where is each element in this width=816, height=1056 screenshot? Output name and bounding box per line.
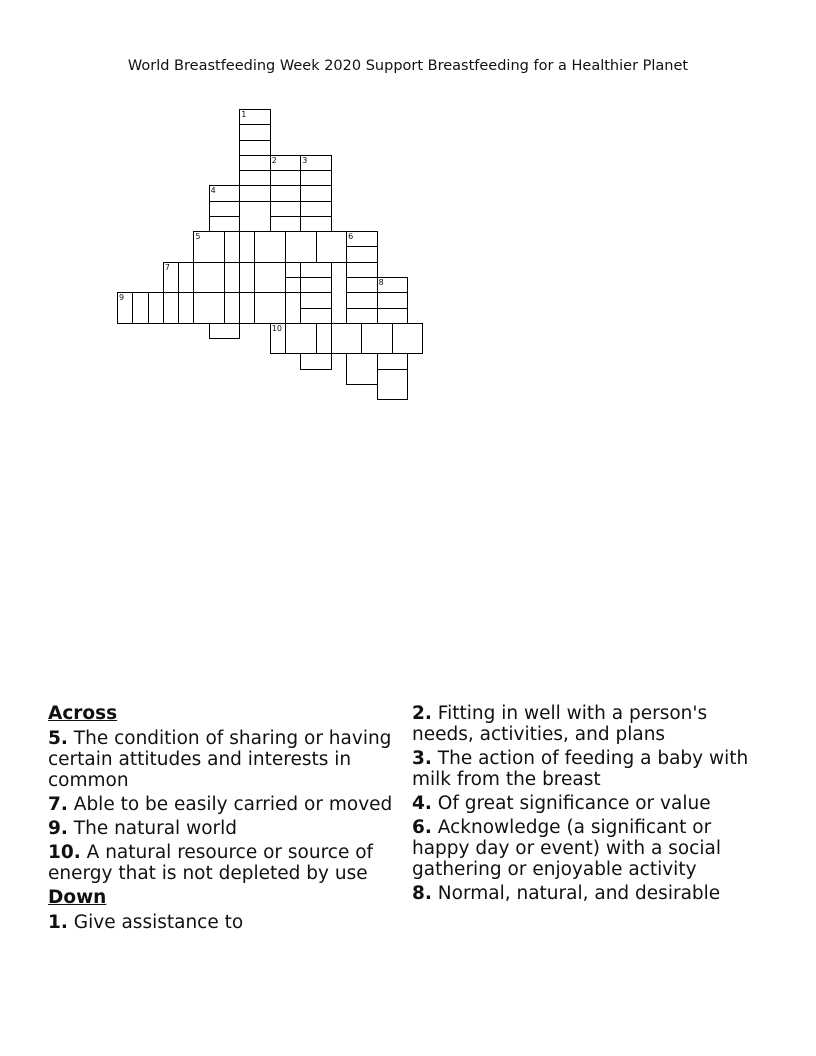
grid-cell[interactable]	[193, 262, 225, 294]
grid-cell[interactable]	[285, 323, 317, 355]
cell-number: 4	[210, 186, 216, 196]
cell-number: 7	[164, 262, 170, 272]
clue-number: 2.	[412, 703, 432, 724]
clue-number: 6.	[412, 817, 432, 838]
clue-number: 4.	[412, 793, 432, 814]
clue-number: 3.	[412, 748, 432, 769]
clue-down-2	[412, 703, 772, 745]
clue-across-9	[48, 818, 398, 839]
clues-left-column	[48, 703, 398, 936]
grid-cell[interactable]	[254, 262, 286, 294]
clue-text: Acknowledge (a significant or happy day or event) with a social gathering or enjoyable activity	[412, 817, 721, 880]
clue-number: 8.	[412, 883, 432, 904]
clue-text: Of great significance or value	[431, 793, 711, 814]
cell-number: 9	[119, 293, 125, 303]
cell-number: 3	[302, 155, 308, 165]
clue-number: 5.	[48, 728, 68, 749]
clue-number: 1.	[48, 912, 68, 933]
clue-down-4	[412, 793, 772, 814]
down-heading: Down	[48, 887, 107, 908]
clue-text: The condition of sharing or having certain attitudes and interests in common	[48, 728, 392, 791]
cell-number: 6	[348, 232, 354, 242]
grid-cell[interactable]	[377, 369, 409, 401]
cell-number: 8	[378, 278, 384, 288]
clue-down-1	[48, 912, 398, 933]
cell-number: 1	[241, 110, 247, 119]
cell-number: 2	[271, 155, 277, 165]
grid-cell[interactable]	[193, 231, 225, 263]
grid-cell[interactable]	[239, 201, 271, 233]
clue-down-8	[412, 883, 772, 904]
grid-cell[interactable]	[392, 323, 424, 355]
grid-cell[interactable]	[254, 231, 286, 263]
clue-across-7	[48, 794, 398, 815]
cell-number: 10	[271, 323, 282, 333]
puzzle-title: World Breastfeeding Week 2020 Support Breastfeeding for a Healthier Planet	[127, 58, 689, 74]
grid-cell[interactable]	[331, 323, 363, 355]
clue-down-6	[412, 817, 772, 880]
clue-text: Give assistance to	[67, 912, 244, 933]
clue-down-3	[412, 748, 772, 790]
clue-number: 10.	[48, 842, 81, 863]
clue-text: The action of feeding a baby with milk from the breast	[412, 748, 749, 790]
clue-across-10	[48, 842, 398, 884]
clue-across-5	[48, 728, 398, 791]
grid-cell[interactable]	[254, 292, 286, 324]
grid-cell[interactable]	[193, 292, 225, 324]
clue-text: Normal, natural, and desirable	[431, 883, 721, 904]
grid-cell[interactable]	[316, 231, 348, 263]
clues-right-column	[412, 703, 772, 907]
clue-text: A natural resource or source of energy that is not depleted by use	[48, 842, 374, 884]
clue-text: The natural world	[67, 818, 238, 839]
clue-text: Able to be easily carried or moved	[67, 794, 393, 815]
clue-text: Fitting in well with a person's needs, activities, and plans	[412, 703, 708, 745]
grid-cell[interactable]	[346, 353, 378, 385]
clue-number: 7.	[48, 794, 68, 815]
across-heading: Across	[48, 703, 118, 724]
grid-cell[interactable]	[361, 323, 393, 355]
clue-number: 9.	[48, 818, 68, 839]
grid-cell[interactable]	[285, 231, 317, 263]
cell-number: 5	[195, 232, 201, 242]
